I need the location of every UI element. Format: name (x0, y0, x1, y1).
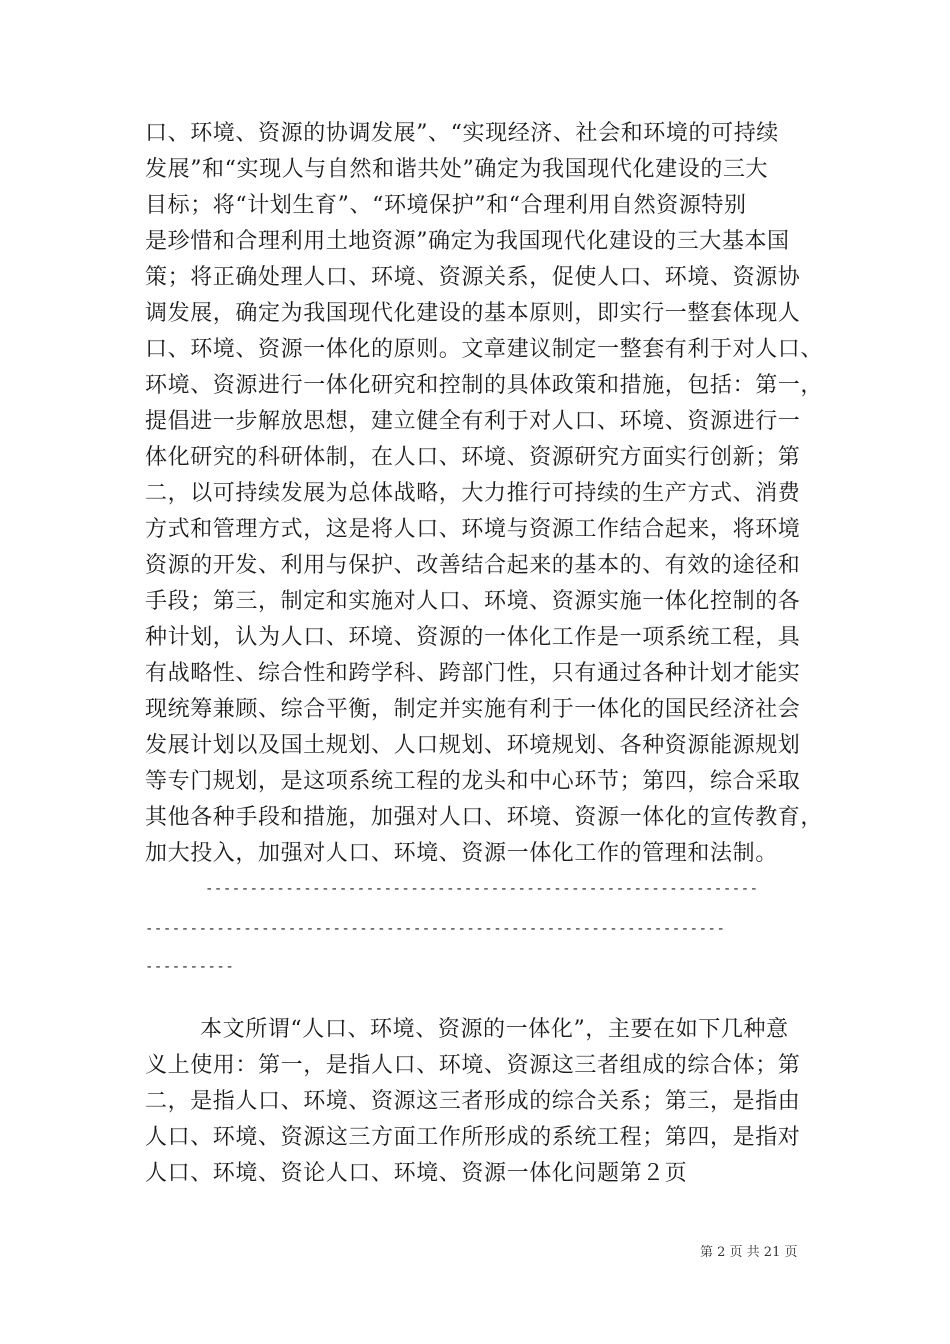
separator-line: ---------- (145, 959, 235, 975)
paragraph-1-line: 提倡进一步解放思想，建立健全有利于对人口、环境、资源进行一 (145, 409, 801, 434)
paragraph-1-line: 方式和管理方式，这是将人口、环境与资源工作结合起来，将环境 (145, 517, 801, 542)
separator-line: ----------------------------------------------------------------- (145, 921, 726, 937)
paragraph-2-line: 义上使用：第一，是指人口、环境、资源这三者组成的综合体；第 (145, 1053, 801, 1078)
paragraph-1-line: 有战略性、综合性和跨学科、跨部门性，只有通过各种计划才能实 (145, 661, 801, 686)
paragraph-1-line: 二，以可持续发展为总体战略，大力推行可持续的生产方式、消费 (145, 481, 801, 506)
paragraph-1-line: 加大投入，加强对人口、环境、资源一体化工作的管理和法制。 (145, 841, 778, 866)
paragraph-1-line: 目标；将“计划生育”、“环境保护”和“合理利用自然资源特别 (145, 193, 747, 218)
paragraph-1-line: 策；将正确处理人口、环境、资源关系，促使人口、环境、资源协 (145, 265, 801, 290)
paragraph-2-line: 二，是指人口、环境、资源这三者形成的综合关系；第三，是指由 (145, 1089, 801, 1114)
paragraph-1-line: 种计划，认为人口、环境、资源的一体化工作是一项系统工程，具 (145, 625, 801, 650)
paragraph-1-line: 其他各种手段和措施，加强对人口、环境、资源一体化的宣传教育， (145, 805, 824, 830)
paragraph-1-line: 口、环境、资源的协调发展”、“实现经济、社会和环境的可持续 (145, 121, 779, 146)
paragraph-1-line: 等专门规划，是这项系统工程的龙头和中心环节；第四，综合采取 (145, 769, 801, 794)
paragraph-2-line: 人口、环境、资论人口、环境、资源一体化问题第２页 (145, 1161, 688, 1186)
paragraph-1-line: 体化研究的科研体制，在人口、环境、资源研究方面实行创新；第 (145, 445, 801, 470)
paragraph-2-line: 人口、环境、资源这三方面工作所形成的系统工程；第四，是指对 (145, 1125, 801, 1150)
paragraph-1-line: 口、环境、资源一体化的原则。文章建议制定一整套有利于对人口、 (145, 337, 824, 362)
paragraph-1-line: 发展计划以及国土规划、人口规划、环境规划、各种资源能源规划 (145, 733, 801, 758)
paragraph-1-line: 调发展，确定为我国现代化建设的基本原则，即实行一整套体现人 (145, 301, 801, 326)
paragraph-1-line: 发展”和“实现人与自然和谐共处”确定为我国现代化建设的三大 (145, 157, 769, 182)
paragraph-2-line: 本文所谓“人口、环境、资源的一体化”，主要在如下几种意 (200, 1017, 789, 1042)
page-number: 第 2 页 共 21 页 (700, 1245, 798, 1260)
paragraph-1-line: 手段；第三，制定和实施对人口、环境、资源实施一体化控制的各 (145, 589, 801, 614)
separator-line: -------------------------------------------------------------- (205, 881, 759, 897)
paragraph-1-line: 资源的开发、利用与保护、改善结合起来的基本的、有效的途径和 (145, 553, 801, 578)
paragraph-1-line: 是珍惜和合理利用土地资源”确定为我国现代化建设的三大基本国 (145, 229, 790, 254)
paragraph-1-line: 环境、资源进行一体化研究和控制的具体政策和措施，包括：第一， (145, 373, 824, 398)
paragraph-1-line: 现统筹兼顾、综合平衡，制定并实施有利于一体化的国民经济社会 (145, 697, 801, 722)
